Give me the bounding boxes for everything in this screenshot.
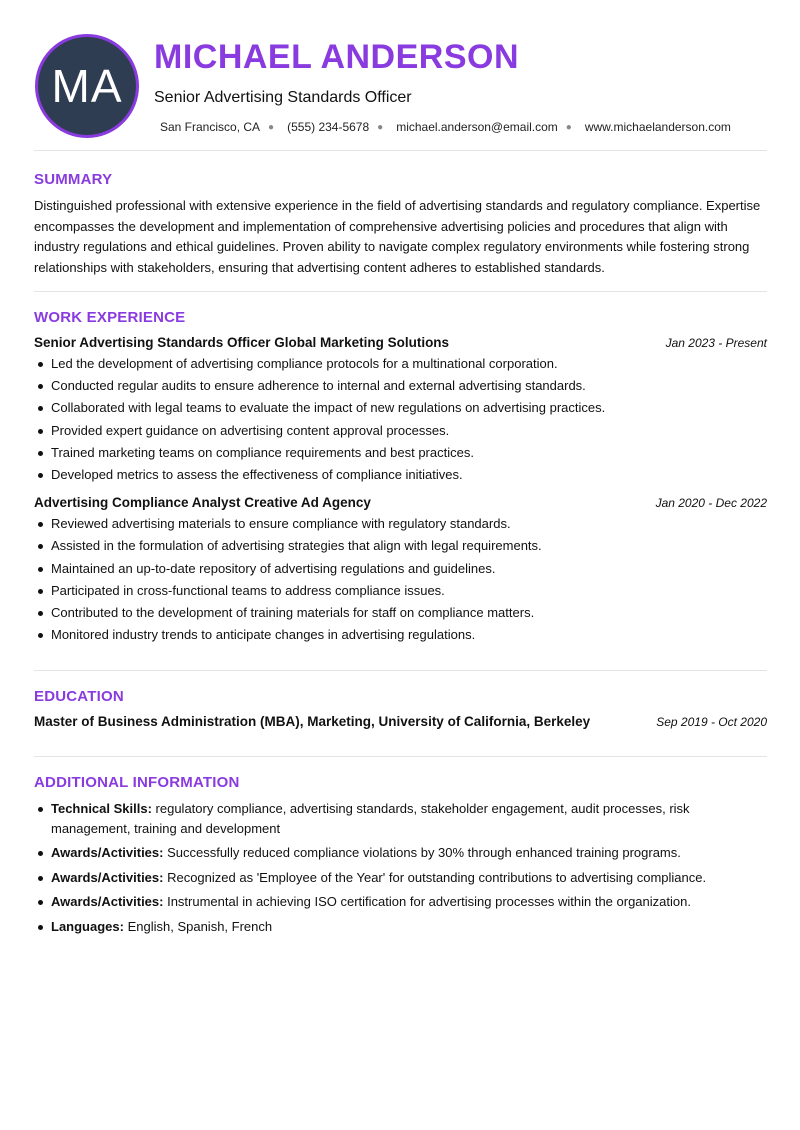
job-header xyxy=(34,335,767,350)
item-label: Awards/Activities: xyxy=(51,845,164,861)
experience-heading: WORK EXPERIENCE xyxy=(34,309,186,326)
resume-header xyxy=(34,0,767,150)
list-item xyxy=(34,868,767,888)
education-entry xyxy=(34,714,767,729)
list-item: Conducted regular audits to ensure adherence to internal and external advertising standards. xyxy=(34,375,767,397)
candidate-name: MICHAEL ANDERSON xyxy=(154,38,520,76)
contact-info xyxy=(160,120,731,134)
job-entry xyxy=(34,495,767,646)
list-item: Assisted in the formulation of advertising strategies that align with legal requirements. xyxy=(34,535,767,557)
list-item xyxy=(34,892,767,912)
divider xyxy=(34,756,767,757)
summary-heading: SUMMARY xyxy=(34,171,113,188)
list-item: Reviewed advertising materials to ensure compliance with regulatory standards. xyxy=(34,513,767,535)
list-item: Developed metrics to assess the effectiveness of compliance initiatives. xyxy=(34,464,767,486)
list-item: Trained marketing teams on compliance requirements and best practices. xyxy=(34,442,767,464)
list-item: Led the development of advertising compliance protocols for a multinational corporation. xyxy=(34,353,767,375)
divider xyxy=(34,291,767,292)
contact-email[interactable]: michael.anderson@email.com xyxy=(396,120,558,134)
separator-dot: ● xyxy=(377,121,384,133)
divider xyxy=(34,670,767,671)
additional-list xyxy=(34,799,767,936)
separator-dot: ● xyxy=(268,121,275,133)
item-label: Languages: xyxy=(51,918,124,934)
separator-dot: ● xyxy=(565,121,572,133)
job-header xyxy=(34,495,767,510)
item-label: Awards/Activities: xyxy=(51,894,164,910)
candidate-role: Senior Advertising Standards Officer xyxy=(154,89,412,106)
job-entry xyxy=(34,335,767,486)
education-heading: EDUCATION xyxy=(34,688,124,706)
list-item: Participated in cross-functional teams to address compliance issues. xyxy=(34,580,767,602)
list-item xyxy=(34,917,767,937)
contact-phone: (555) 234-5678 xyxy=(287,120,370,134)
item-label: Technical Skills: xyxy=(51,801,152,817)
item-text: regulatory compliance, advertising standards, stakeholder engagement, audit processes, risk management, training and development xyxy=(51,801,690,836)
avatar xyxy=(35,34,139,138)
contact-website[interactable]: www.michaelanderson.com xyxy=(584,120,731,134)
avatar-initials: MA xyxy=(51,60,123,112)
item-label: Awards/Activities: xyxy=(51,869,164,885)
job-title: Senior Advertising Standards Officer Global Marketing Solutions xyxy=(34,335,450,350)
divider xyxy=(34,150,767,151)
job-date: Jan 2023 - Present xyxy=(665,336,767,350)
item-text: Successfully reduced compliance violations by 30% through enhanced training programs. xyxy=(163,845,681,861)
degree: Master of Business Administration (MBA), Marketing, University of California, Berkeley xyxy=(34,714,591,730)
additional-heading: ADDITIONAL INFORMATION xyxy=(34,774,240,792)
summary-text: Distinguished professional with extensive experience in the field of advertising standards and regulatory compliance. Expertise encompasses the development and implementation of comprehensive advertising policies and procedures that align with industry regulations and ethical guidelines. Proven ability to navigate complex regulatory environments while fostering strong relationships with stakeholders, ensuring that advertising content adheres to established standards. xyxy=(34,198,761,275)
education-date: Sep 2019 - Oct 2020 xyxy=(656,715,767,730)
job-date: Jan 2020 - Dec 2022 xyxy=(655,496,767,511)
list-item xyxy=(34,843,767,863)
job-bullets xyxy=(34,513,767,646)
list-item: Collaborated with legal teams to evaluate the impact of new regulations on advertising practices. xyxy=(34,397,767,419)
list-item: Monitored industry trends to anticipate changes in advertising regulations. xyxy=(34,624,767,646)
list-item xyxy=(34,799,767,838)
item-text: English, Spanish, French xyxy=(123,918,273,934)
item-text: Instrumental in achieving ISO certification for advertising processes within the organization. xyxy=(163,894,691,910)
list-item: Contributed to the development of training materials for staff on compliance matters. xyxy=(34,602,767,624)
item-text: Recognized as 'Employee of the Year' for outstanding contributions to advertising compliance. xyxy=(163,869,707,885)
contact-location: San Francisco, CA xyxy=(160,120,261,134)
list-item: Maintained an up-to-date repository of advertising regulations and guidelines. xyxy=(34,558,767,580)
job-bullets xyxy=(34,353,767,486)
list-item: Provided expert guidance on advertising content approval processes. xyxy=(34,420,767,442)
job-title: Advertising Compliance Analyst Creative Ad Agency xyxy=(34,495,371,511)
